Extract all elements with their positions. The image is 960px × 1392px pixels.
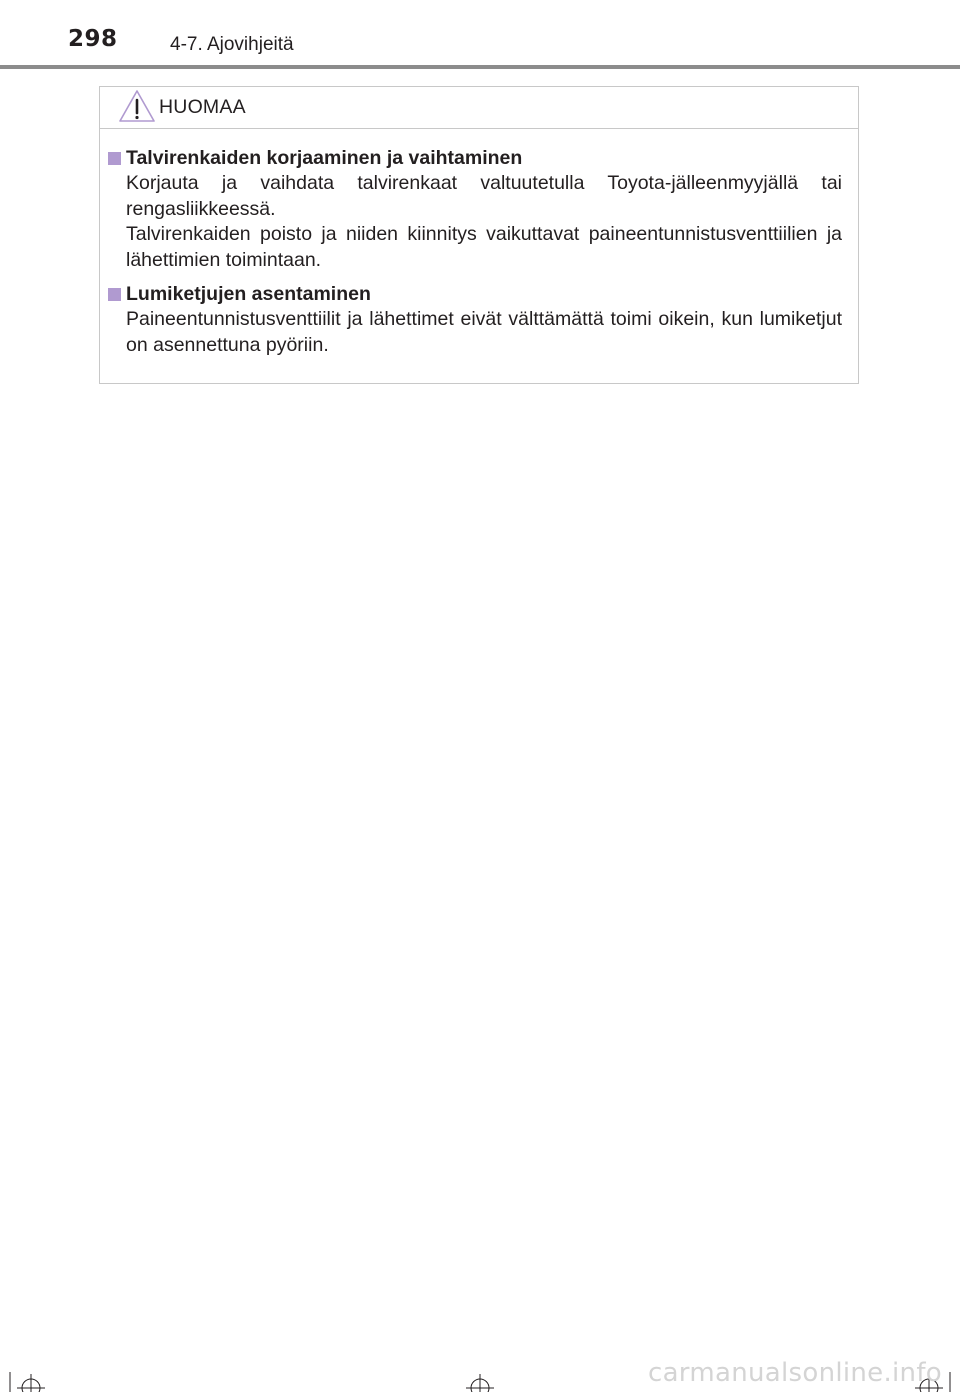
section-title: 4-7. Ajovihjeitä (170, 34, 294, 55)
page-header (0, 0, 960, 70)
item-heading-text: Talvirenkaiden korjaaminen ja vaihtaminen (126, 147, 523, 169)
item-text (108, 307, 842, 358)
square-bullet-icon (108, 288, 121, 301)
square-bullet-icon (108, 152, 121, 165)
item-paragraph: Talvirenkaiden poisto ja niiden kiinnitys vaikuttavat paineentunnistusventtiilien ja lähettimien toimintaan. (126, 223, 842, 271)
warning-triangle-icon (118, 89, 156, 123)
page-number: 298 (68, 26, 118, 52)
item-paragraph: Paineentunnistusventtiilit ja lähettimet eivät välttämättä toimi oikein, kun lumiketjut on asennettuna pyöriin. (126, 308, 842, 356)
item-heading (108, 281, 842, 307)
item-paragraph: Korjauta ja vaihdata talvirenkaat valtuutetulla Toyota-jälleenmyyjällä tai rengasliikkeessä. (126, 172, 842, 220)
notice-box (99, 86, 859, 384)
notice-header (100, 87, 858, 129)
registration-mark-icon (17, 1374, 45, 1392)
notice-item (108, 145, 842, 273)
registration-mark-icon (466, 1374, 494, 1392)
item-heading (108, 145, 842, 171)
header-rule (0, 65, 960, 69)
notice-title: HUOMAA (159, 96, 246, 118)
item-heading-text: Lumiketjujen asentaminen (126, 283, 371, 305)
notice-item (108, 281, 842, 358)
item-text (108, 171, 842, 273)
notice-body (100, 129, 858, 358)
watermark: carmanualsonline.info (647, 1358, 942, 1388)
